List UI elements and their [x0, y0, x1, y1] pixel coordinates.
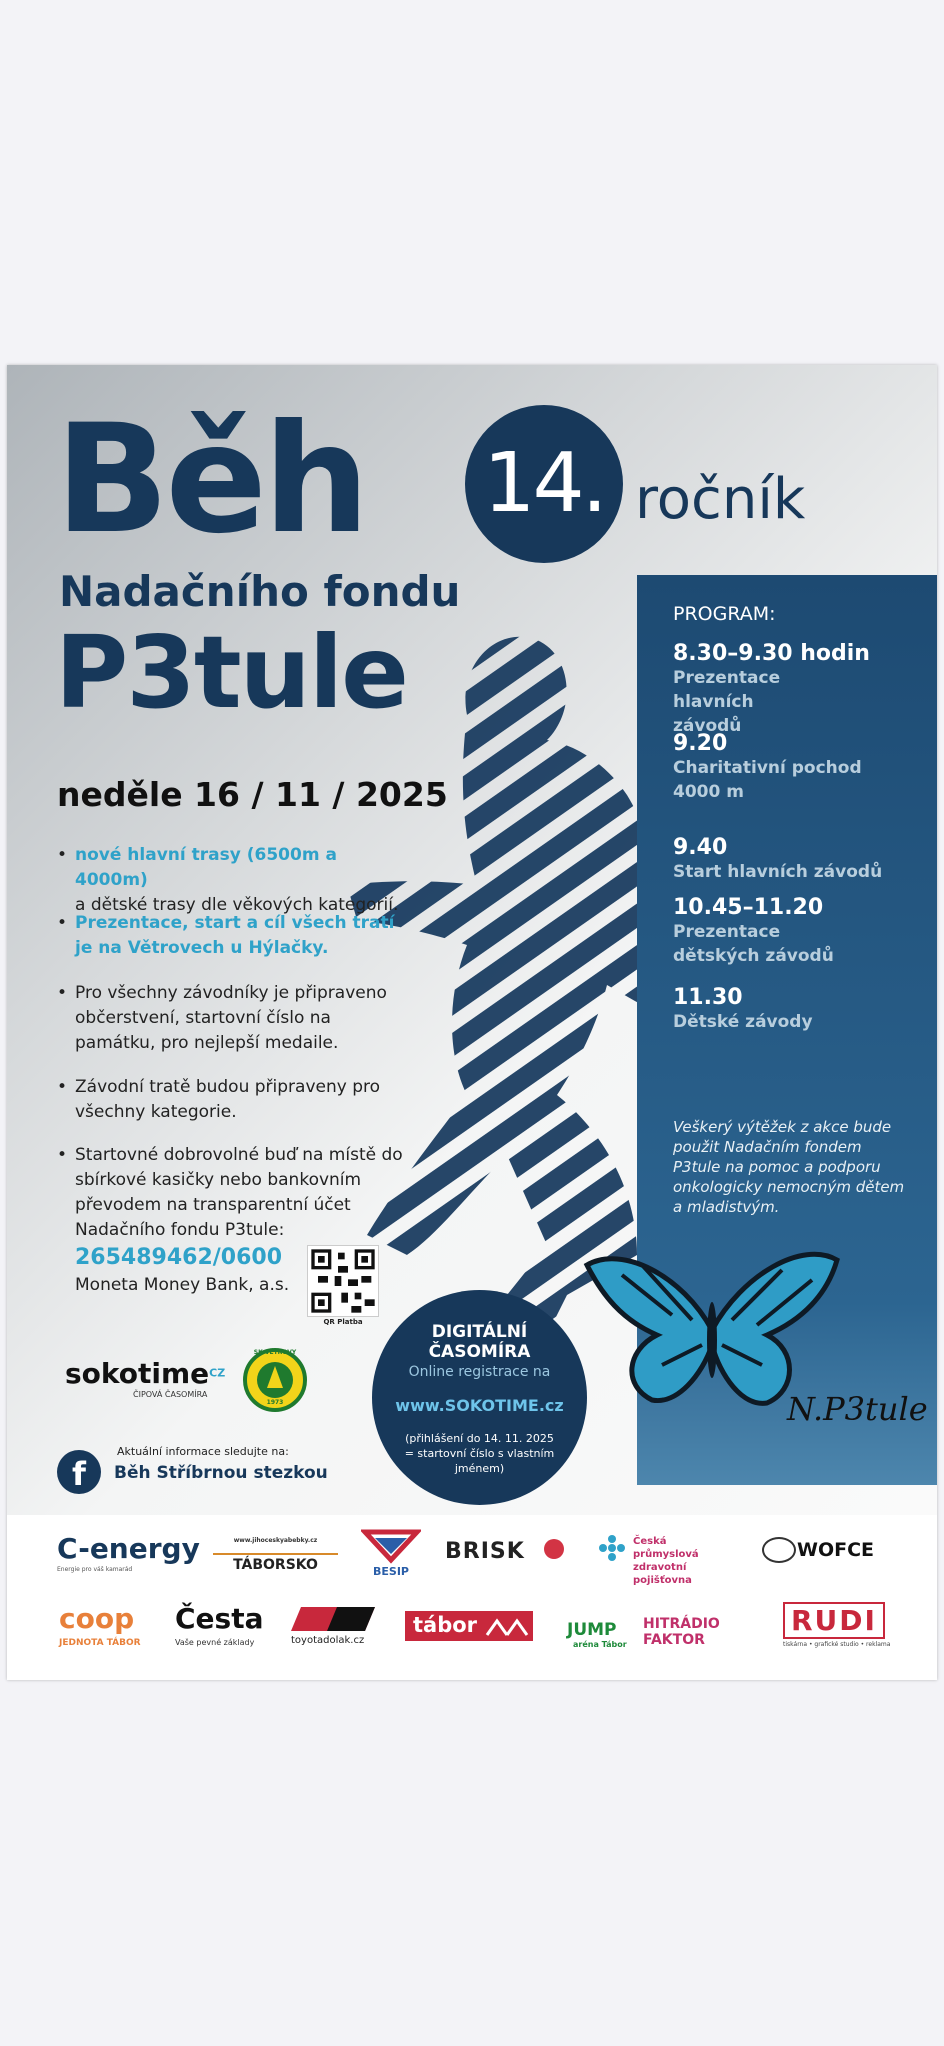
- sponsor-logo-cpzp: Česká průmyslová zdravotní pojišťovna: [633, 1536, 699, 1586]
- qr-code-icon: [307, 1245, 379, 1317]
- sponsor-logo-brisk: BRISK: [445, 1539, 525, 1564]
- facebook-page-link[interactable]: Běh Stříbrnou stezkou: [114, 1463, 328, 1483]
- sponsor-url-taborsko: www.jihoceskyabebky.cz: [233, 1537, 318, 1544]
- toyota-dolak-icon: [291, 1607, 375, 1631]
- follow-label: Aktuální informace sledujte na:: [117, 1445, 289, 1458]
- bullet-refreshments: • Pro všechny závodníky je připraveno občerstvení, startovní číslo na památku, pro nejlepší medaile.: [57, 981, 415, 1056]
- bullet-routes: • nové hlavní trasy (6500m a 4000m) a dětské trasy dle věkových kategorií.: [57, 843, 415, 918]
- sponsor-logo-jednota: JEDNOTA TÁBOR: [59, 1638, 141, 1648]
- bullet-categories: • Závodní tratě budou připraveny pro všechny kategorie.: [57, 1075, 415, 1125]
- digital-timing-badge: DIGITÁLNÍ ČASOMÍRA Online registrace na www.SOKOTIME.cz (přihlášení do 14. 11. 2025 = startovní číslo s vlastním jménem): [372, 1290, 587, 1505]
- sponsor-logo-coop: coop: [59, 1602, 135, 1635]
- cpzp-icon: [597, 1533, 627, 1563]
- sheep-icon: [762, 1537, 796, 1563]
- registration-link[interactable]: www.SOKOTIME.cz: [395, 1396, 564, 1415]
- sponsor-logo-wofce: WOFCE: [797, 1539, 875, 1561]
- tabor-roofs-icon: [485, 1615, 529, 1637]
- edition-label: ročník: [635, 467, 806, 532]
- sponsor-tagline-cenergy: Energie pro váš kamarád: [57, 1566, 133, 1573]
- edition-badge: 14.: [465, 405, 623, 563]
- sponsor-logo-toyota: toyotadolak.cz: [291, 1635, 365, 1646]
- program-item: 10.45–11.20 Prezentace dětských závodů: [673, 895, 834, 966]
- sponsor-logo-jump: JUMP: [567, 1620, 617, 1640]
- sponsor-tagline-cesta: Vaše pevné základy: [175, 1638, 255, 1647]
- club-badge-year: 1973: [266, 1399, 284, 1406]
- facebook-icon[interactable]: f: [57, 1450, 101, 1494]
- sponsor-logo-cenergy: C-energy: [57, 1532, 200, 1565]
- program-item: 8.30–9.30 hodin Prezentace hlavních závodů: [673, 641, 870, 736]
- sponsor-logo-rudi: RUDI: [783, 1602, 885, 1639]
- bullet-location: • Prezentace, start a cíl všech tratí je na Větrovech u Hýlačky.: [57, 911, 415, 961]
- club-badge-name: SK VĚTROVY: [253, 1349, 297, 1356]
- sponsor-tagline-jump: aréna Tábor: [573, 1640, 627, 1649]
- sponsor-tagline-rudi: tiskárna • grafické studio • reklama: [783, 1641, 891, 1648]
- qr-label: QR Platba: [323, 1318, 363, 1326]
- sponsor-logo-besip: BESIP: [373, 1565, 409, 1578]
- program-item: 9.40 Start hlavních závodů: [673, 835, 883, 882]
- event-poster: [7, 365, 937, 1680]
- sponsor-logo-hitradio: HITRÁDIO FAKTOR: [643, 1616, 720, 1648]
- program-heading: PROGRAM:: [673, 603, 776, 625]
- program-item: 9.20 Charitativní pochod 4000 m: [673, 731, 862, 802]
- bank-name: Moneta Money Bank, a.s.: [75, 1275, 290, 1295]
- poster-organization: P3tule: [55, 614, 407, 731]
- butterfly-icon: [582, 1235, 842, 1415]
- program-item: 11.30 Dětské závody: [673, 985, 813, 1032]
- sokotime-logo: sokotime$^{CZ}$ ČIPOVÁ ČASOMÍRA: [65, 1357, 226, 1399]
- sponsor-logo-taborsko: TÁBORSKO: [213, 1553, 338, 1573]
- charity-note: Veškerý výtěžek z akce bude použit Nadačním fondem P3tule na pomoc a podporu onkologicky nemocným dětem a mladistvým.: [673, 1118, 905, 1216]
- besip-icon: [361, 1528, 421, 1564]
- brisk-icon: [544, 1539, 564, 1559]
- event-date: neděle 16 / 11 / 2025: [57, 775, 448, 814]
- bank-account: 265489462/0600: [75, 1245, 283, 1270]
- poster-title: Běh: [55, 393, 366, 567]
- sponsor-logo-cesta: Česta: [175, 1602, 264, 1635]
- sponsor-logo-tabor: tábor: [413, 1613, 478, 1637]
- bullet-fee: • Startovné dobrovolné buď na místě do sbírkové kasičky nebo bankovním převodem na transparentní účet Nadačního fondu P3tule:: [57, 1143, 405, 1243]
- artist-signature: N.P3tule: [787, 1390, 928, 1428]
- poster-subtitle: Nadačního fondu: [59, 567, 461, 616]
